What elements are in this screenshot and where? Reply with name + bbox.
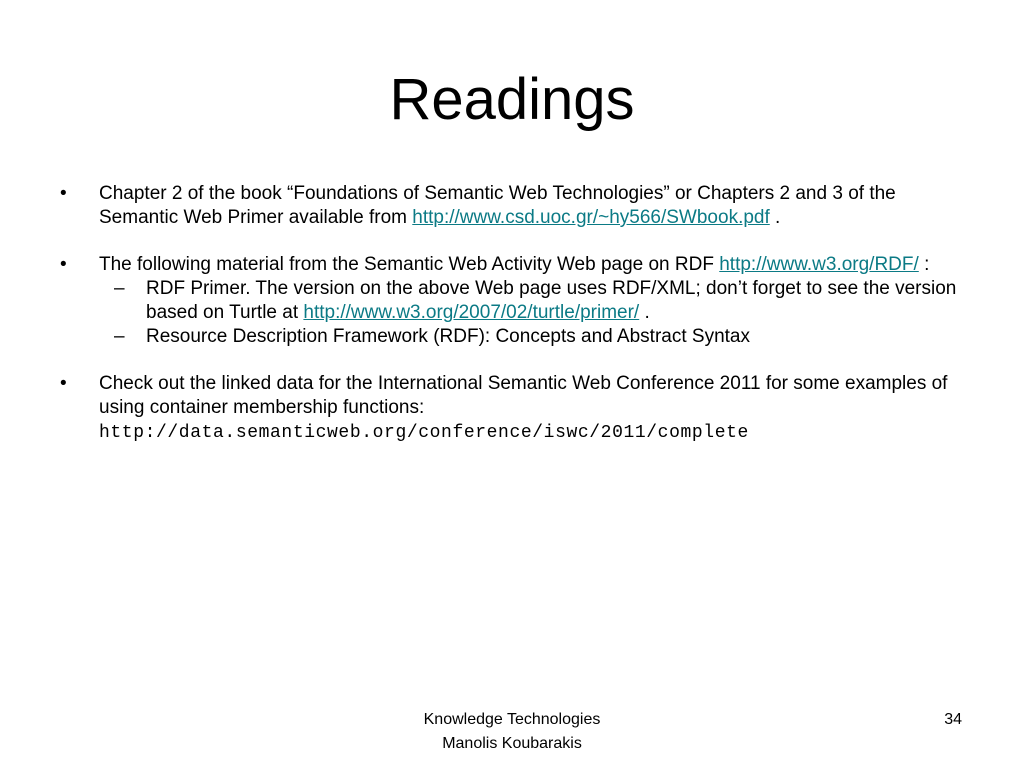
slide-body (59, 182, 979, 468)
turtle-primer-link[interactable]: http://www.w3.org/2007/02/turtle/primer/ (303, 302, 640, 323)
page-number: 34 (944, 711, 962, 728)
bullet-text: Check out the linked data for the International Semantic Web Conference 2011 for some examples of using container membership functions: (99, 373, 948, 418)
slide-footer (362, 708, 662, 756)
bullet-marker: • (60, 183, 67, 204)
sub-item-rdf-concepts (59, 325, 979, 349)
sub-item-text-suffix: . (639, 302, 650, 323)
bullet-item-rdf-material (59, 253, 979, 277)
bullet-text: The following material from the Semantic Web Activity Web page on RDF (99, 254, 720, 275)
bullet-text-suffix: . (769, 207, 781, 228)
sub-list-rdf (59, 277, 979, 349)
bullet-item-book-chapter (59, 182, 979, 230)
sub-item-text: Resource Description Framework (RDF): Concepts and Abstract Syntax (146, 326, 750, 347)
sub-item-rdf-primer (59, 277, 979, 325)
bullet-item-linked-data (59, 372, 979, 445)
footer-author-name: Manolis Koubarakis (442, 735, 582, 752)
dash-marker: – (114, 278, 125, 299)
bullet-marker: • (60, 254, 67, 275)
bullet-text: Chapter 2 of the book “Foundations of Semantic Web Technologies” or Chapters 2 and 3 of the Semantic Web Primer available from (99, 183, 896, 228)
dash-marker: – (114, 326, 125, 347)
w3c-rdf-link[interactable]: http://www.w3.org/RDF/ (719, 254, 919, 275)
slide-title: Readings (389, 67, 635, 132)
iswc-2011-url: http://data.semanticweb.org/conference/iswc/2011/complete (99, 423, 749, 443)
bullet-marker: • (60, 373, 67, 394)
footer-course-name: Knowledge Technologies (423, 711, 601, 728)
sub-item-text: RDF Primer. The version on the above Web page uses RDF/XML; don’t forget to see the version based on Turtle at (146, 278, 957, 323)
bullet-text-suffix: : (918, 254, 930, 275)
swbook-pdf-link[interactable]: http://www.csd.uoc.gr/~hy566/SWbook.pdf (412, 207, 770, 228)
